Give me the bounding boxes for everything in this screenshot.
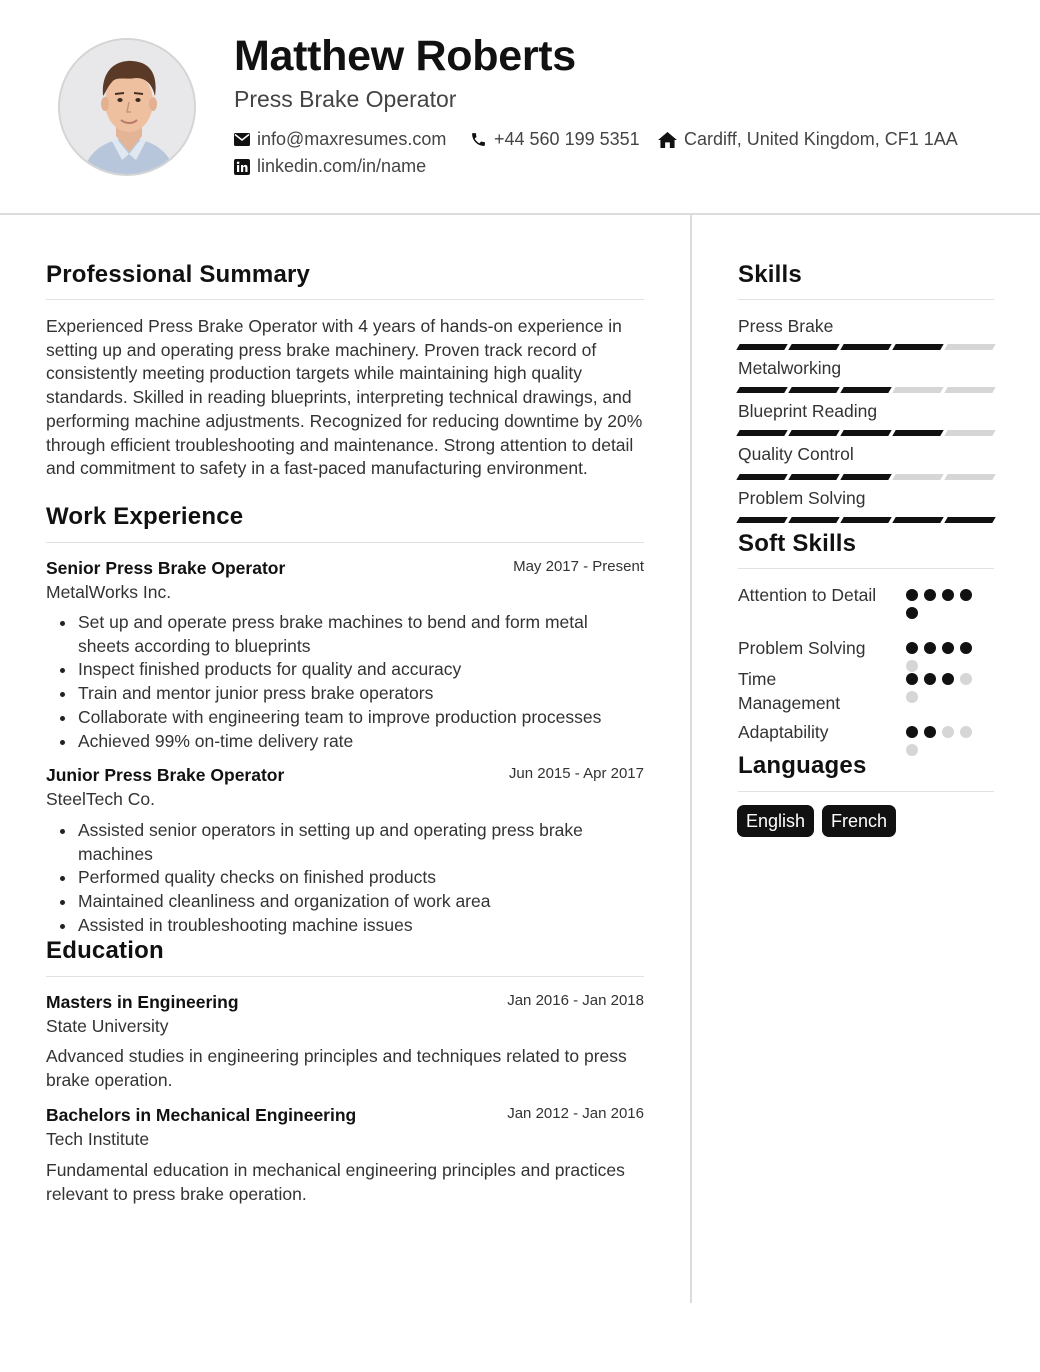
email-text[interactable]: info@maxresumes.com [257, 129, 447, 149]
skill-bar-segment [892, 344, 943, 350]
skill-level-bar [738, 344, 994, 350]
education-divider [46, 976, 644, 977]
bullet-item: Assisted in troubleshooting machine issues [78, 914, 638, 938]
skill-name: Metalworking [738, 358, 842, 378]
skill-bar-segment [736, 474, 787, 480]
rating-dot [906, 607, 918, 619]
rating-dot [924, 642, 936, 654]
person-portrait-icon [60, 40, 196, 176]
rating-dot [960, 642, 972, 654]
skill-level-bar [738, 474, 994, 480]
languages-divider [738, 791, 994, 792]
rating-dot [906, 660, 918, 672]
skill-bar-segment [788, 344, 839, 350]
languages-heading: Languages [738, 752, 867, 779]
skill-level-bar [738, 387, 994, 393]
summary-divider [46, 299, 644, 300]
education-description: Advanced studies in engineering principles and techniques related to press brake operation. [46, 1046, 627, 1090]
job-bullets [78, 819, 638, 938]
skill-bar-segment [788, 387, 839, 393]
bullet-item: Maintained cleanliness and organization of work area [78, 890, 638, 914]
email-contact[interactable] [234, 129, 446, 150]
rating-dot [960, 726, 972, 738]
rating-dot [906, 726, 918, 738]
skill-name: Blueprint Reading [738, 401, 878, 421]
skill-bar-segment [736, 387, 787, 393]
job-bullets [78, 611, 638, 753]
bullet-item: Performed quality checks on finished products [78, 866, 638, 890]
address-contact [658, 129, 958, 150]
education-dates: Jan 2016 - Jan 2018 [507, 992, 644, 1009]
soft-skill-name: Time Management [738, 669, 841, 713]
rating-dot [906, 744, 918, 756]
job-dates: Jun 2015 - Apr 2017 [508, 765, 644, 782]
skill-bar-segment [788, 474, 839, 480]
skill-name: Problem Solving [738, 488, 866, 508]
skills-heading: Skills [738, 261, 802, 288]
skill-bar-segment [944, 387, 995, 393]
skill-bar-segment [840, 517, 891, 523]
skill-bar-segment [840, 387, 891, 393]
skill-bar-segment [944, 344, 995, 350]
soft-skill-name: Problem Solving [738, 638, 866, 658]
degree-title: Bachelors in Mechanical Engineering [46, 1105, 357, 1125]
candidate-name: Matthew Roberts [234, 32, 576, 80]
soft-skill-rating [906, 589, 981, 619]
job-company: SteelTech Co. [46, 789, 155, 809]
experience-divider [46, 542, 644, 543]
rating-dot [942, 726, 954, 738]
soft-skill-name: Adaptability [738, 722, 829, 742]
language-tag-english: English [737, 805, 814, 837]
skill-bar-segment [892, 387, 943, 393]
linkedin-text[interactable]: linkedin.com/in/name [257, 156, 427, 176]
skill-bar-segment [892, 517, 943, 523]
rating-dot [942, 589, 954, 601]
skill-bar-segment [840, 430, 891, 436]
summary-heading: Professional Summary [46, 261, 311, 288]
language-tag-french: French [822, 805, 896, 837]
skill-bar-segment [944, 517, 995, 523]
skill-bar-segment [944, 474, 995, 480]
experience-heading: Work Experience [46, 503, 244, 530]
rating-dot [906, 589, 918, 601]
resume-header [0, 0, 1040, 215]
school-name: Tech Institute [46, 1129, 150, 1149]
phone-text[interactable]: +44 560 199 5351 [494, 129, 640, 149]
job-company: MetalWorks Inc. [46, 582, 172, 602]
job-title: Junior Press Brake Operator [46, 765, 285, 785]
column-divider [690, 215, 692, 1303]
education-description: Fundamental education in mechanical engineering principles and practices relevant to press brake operation. [46, 1160, 625, 1204]
skill-bar-segment [736, 517, 787, 523]
skill-level-bar [738, 517, 994, 523]
profile-photo [58, 38, 196, 176]
bullet-item: Collaborate with engineering team to improve production processes [78, 706, 638, 730]
bullet-item: Train and mentor junior press brake operators [78, 682, 638, 706]
job-dates: May 2017 - Present [513, 558, 644, 575]
envelope-icon [234, 133, 250, 146]
bullet-item: Assisted senior operators in setting up and operating press brake machines [78, 819, 638, 866]
rating-dot [960, 589, 972, 601]
phone-icon [470, 131, 487, 148]
bullet-item: Achieved 99% on-time delivery rate [78, 730, 638, 754]
summary-text: Experienced Press Brake Operator with 4 years of hands-on experience in setting up and operating press brake machinery. Proven track record of consistently meeting production targets while maintaining high quality standards. Skilled in reading blueprints, interpreting technical drawings, and performing machine adjustments. Recognized for reducing downtime by 20% through efficient troubleshooting and maintenance. Strong attention to detail and commitment to safety in a fast-paced manufacturing environment. [46, 316, 643, 479]
linkedin-icon [234, 159, 250, 175]
skill-name: Press Brake [738, 316, 834, 336]
soft-skill-name: Attention to Detail [738, 585, 877, 605]
home-icon [658, 132, 677, 148]
job-title: Senior Press Brake Operator [46, 558, 286, 578]
linkedin-contact[interactable] [234, 156, 426, 177]
soft-skill-rating [906, 673, 981, 703]
school-name: State University [46, 1016, 169, 1036]
rating-dot [906, 642, 918, 654]
address-text: Cardiff, United Kingdom, CF1 1AA [684, 129, 958, 149]
soft-skills-heading: Soft Skills [738, 530, 857, 557]
skill-bar-segment [840, 344, 891, 350]
skill-bar-segment [892, 430, 943, 436]
rating-dot [924, 726, 936, 738]
education-dates: Jan 2012 - Jan 2016 [507, 1105, 644, 1122]
skill-bar-segment [736, 344, 787, 350]
soft-skill-rating [906, 642, 981, 672]
rating-dot [942, 673, 954, 685]
rating-dot [906, 673, 918, 685]
phone-contact[interactable] [470, 129, 640, 150]
bullet-item: Inspect finished products for quality and accuracy [78, 658, 638, 682]
bullet-item: Set up and operate press brake machines to bend and form metal sheets according to blueprints [78, 611, 638, 658]
candidate-title: Press Brake Operator [234, 86, 457, 112]
soft-skills-divider [738, 568, 994, 569]
skill-bar-segment [736, 430, 787, 436]
skill-level-bar [738, 430, 994, 436]
rating-dot [960, 673, 972, 685]
soft-skill-rating [906, 726, 981, 756]
education-heading: Education [46, 937, 164, 964]
rating-dot [924, 673, 936, 685]
rating-dot [906, 691, 918, 703]
skills-divider [738, 299, 994, 300]
skill-name: Quality Control [738, 444, 854, 464]
skill-bar-segment [840, 474, 891, 480]
skill-bar-segment [788, 430, 839, 436]
degree-title: Masters in Engineering [46, 992, 239, 1012]
skill-bar-segment [944, 430, 995, 436]
rating-dot [942, 642, 954, 654]
rating-dot [924, 589, 936, 601]
skill-bar-segment [892, 474, 943, 480]
skill-bar-segment [788, 517, 839, 523]
